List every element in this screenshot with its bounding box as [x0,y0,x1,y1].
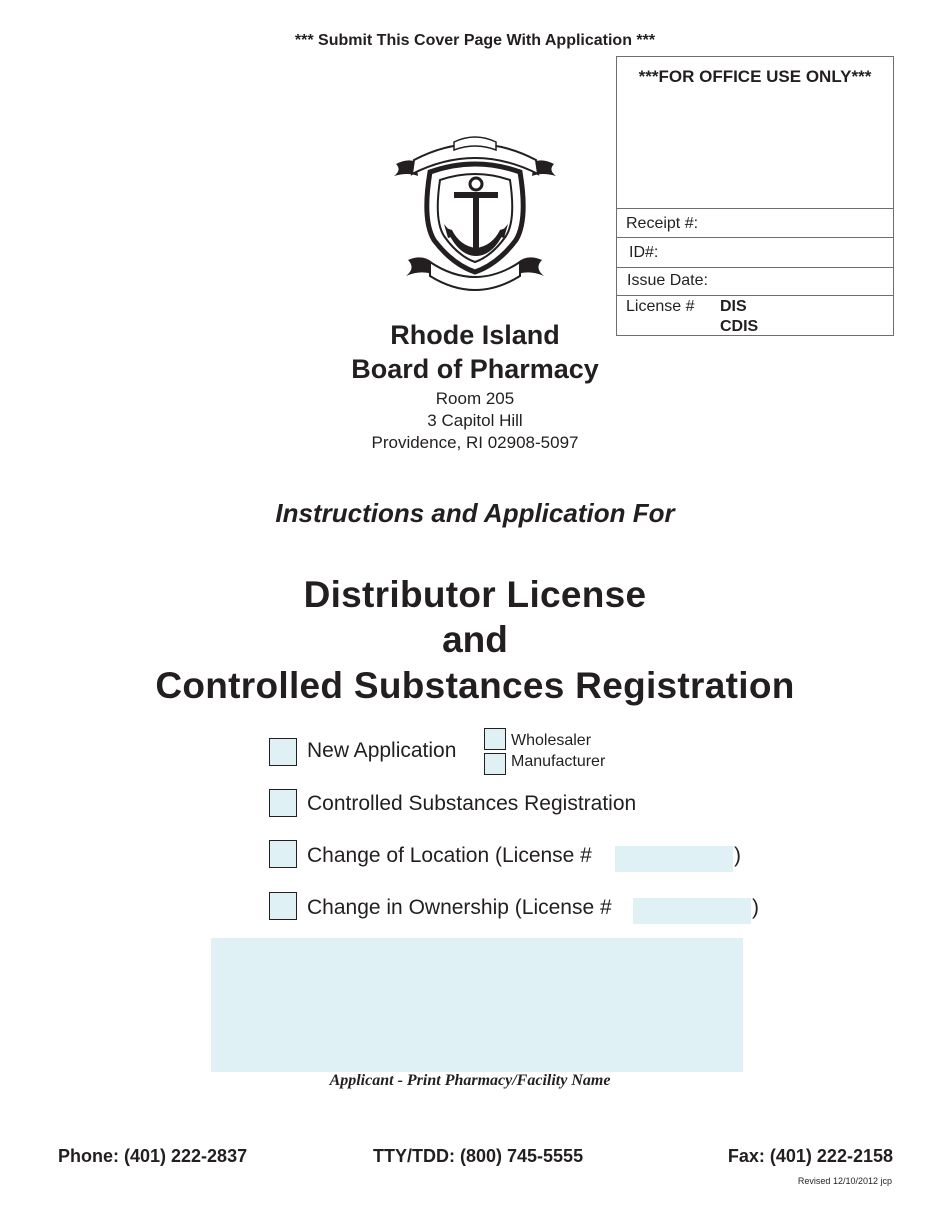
applicant-name-caption: Applicant - Print Pharmacy/Facility Name [329,1072,611,1089]
manufacturer-label: Manufacturer [511,753,606,770]
org-name-line1: Rhode Island [390,320,560,350]
license-type-cdis: CDIS [720,318,759,335]
address-line2: 3 Capitol Hill [427,411,523,430]
license-type-dis: DIS [720,298,747,315]
controlled-substances-label: Controlled Substances Registration [307,792,637,815]
issue-date-row [617,267,893,295]
address-line3: Providence, RI 02908-5097 [371,433,579,452]
issue-date-label: Issue Date: [627,272,708,289]
license-label: License # [626,298,695,315]
receipt-label: Receipt #: [626,215,699,232]
office-use-title: ***FOR OFFICE USE ONLY*** [638,67,872,86]
office-use-box [616,56,894,336]
change-location-paren: ) [734,844,741,867]
controlled-substances-checkbox[interactable] [269,789,297,817]
fax-number: Fax: (401) 222-2158 [727,1146,893,1166]
change-location-checkbox[interactable] [269,840,297,868]
manufacturer-checkbox[interactable] [484,753,506,775]
document-title-line2: and [442,619,508,660]
id-row [617,237,893,267]
change-ownership-label: Change in Ownership (License # [307,896,612,919]
applicant-name-field[interactable] [211,938,743,1072]
tty-number: TTY/TDD: (800) 745-5555 [373,1146,584,1166]
revision-note: Revised 12/10/2012 jcp [797,1176,892,1186]
change-ownership-license-field[interactable] [633,898,751,924]
cover-page-note: *** Submit This Cover Page With Application *** [294,32,656,49]
document-title-line1: Distributor License [303,574,647,615]
new-application-label: New Application [307,739,457,762]
org-name-line2: Board of Pharmacy [351,354,599,384]
change-location-label: Change of Location (License # [307,844,592,867]
change-ownership-paren: ) [752,896,759,919]
id-label: ID#: [629,244,659,261]
wholesaler-label: Wholesaler [511,732,592,749]
receipt-row [617,208,893,238]
state-seal-icon [388,132,562,296]
change-location-license-field[interactable] [615,846,733,872]
phone-number: Phone: (401) 222-2837 [58,1146,248,1166]
document-title-line3: Controlled Substances Registration [155,665,795,706]
address-line1: Room 205 [435,389,515,408]
new-application-checkbox[interactable] [269,738,297,766]
change-ownership-checkbox[interactable] [269,892,297,920]
document-subtitle: Instructions and Application For [275,498,675,528]
wholesaler-checkbox[interactable] [484,728,506,750]
